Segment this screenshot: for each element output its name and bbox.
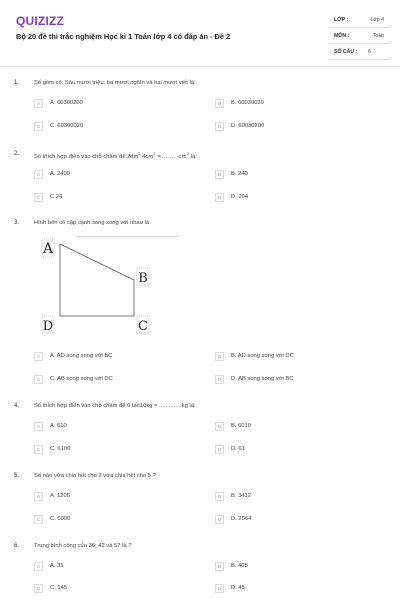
question-number: 6. — [14, 543, 20, 549]
option-text: B. 60030020 — [231, 100, 264, 106]
vertex-label-b: B — [138, 271, 148, 286]
option-letter-box: C — [34, 375, 43, 384]
option-letter-box: A — [34, 170, 43, 179]
meta-grade-value: Lớp 4 — [370, 17, 384, 23]
question-number: 3. — [14, 220, 20, 226]
meta-subject-label: MÔN : — [334, 33, 350, 39]
meta-count-value: 6 — [368, 49, 371, 55]
option-text: D. 204 — [231, 194, 249, 200]
meta-subject-value: Toán — [372, 33, 384, 39]
question-text: Số gồm có: Sáu mươi triệu, ba mươi nghìn và hai mươi viết là: — [34, 80, 196, 86]
option-text: D. 45 — [231, 585, 245, 591]
option-text: C. 60300020 — [50, 123, 84, 129]
option-text: B. 3412 — [231, 493, 251, 499]
option-text: A. 2400 — [50, 171, 70, 177]
superscript: 2 — [138, 151, 141, 156]
trapezoid-figure — [38, 236, 188, 336]
option-letter-box: D — [215, 375, 224, 384]
option-text: A. 60300200 — [50, 100, 83, 106]
question-text-part: là: — [189, 153, 197, 160]
option-text: C. AB song song với DC — [50, 376, 113, 382]
option-letter-box: B — [215, 492, 224, 501]
question-number: 1. — [14, 80, 20, 86]
option-text: D. AB song song với BC — [231, 376, 294, 382]
meta-count — [328, 44, 390, 60]
option-letter-box: C — [34, 193, 43, 202]
question-text-part: Số thích hợp điền vào chỗ chấm để 2dm — [34, 153, 139, 160]
question-number: 4. — [14, 403, 20, 409]
quizizz-logo: QUIZIZZ — [16, 14, 65, 28]
option-text: B. AD song song với DC — [231, 353, 294, 359]
option-text: C. 5000 — [50, 516, 71, 522]
question-text: Số thích hợp điền vào chỗ chấm để 6 tấn10kg = ..............kg là: — [34, 403, 196, 409]
header-divider — [0, 66, 400, 67]
option-text: A. AD song song với BC — [50, 353, 113, 359]
option-letter-box: D — [215, 584, 224, 593]
option-letter-box: B — [215, 99, 224, 108]
option-letter-box: D — [215, 193, 224, 202]
option-text: D. 60030200 — [231, 123, 265, 129]
option-text: B. 405 — [231, 563, 248, 569]
option-text: B. 6010 — [231, 423, 251, 429]
meta-grade — [328, 12, 390, 28]
option-text: C. 6100 — [50, 446, 71, 452]
option-letter-box: A — [34, 422, 43, 431]
option-text: C.24 — [50, 194, 63, 200]
meta-count-label: SỐ CÂU : — [334, 49, 358, 55]
option-letter-box: C — [34, 584, 43, 593]
vertex-label-d: D — [42, 319, 54, 334]
vertex-label-c: C — [138, 319, 148, 334]
option-text: D. 2864 — [231, 516, 252, 522]
option-text: C. 145 — [50, 585, 68, 591]
meta-grade-label: LỚP : — [334, 17, 349, 23]
trapezoid-shape — [60, 244, 134, 316]
option-letter-box: B — [215, 422, 224, 431]
page-title: Bộ 20 đề thi trắc nghiệm Học kì 1 Toán lớp 4 có đáp án - Đề 2 — [16, 32, 231, 41]
option-letter-box: A — [34, 99, 43, 108]
option-letter-box: B — [215, 352, 224, 361]
question-number: 5. — [14, 473, 20, 479]
question-text: Số nào vừa chia hết cho 2 vừa chia hết cho 5 ? — [34, 473, 156, 479]
meta-subject — [328, 28, 390, 44]
question-text-part: 4cm — [140, 153, 154, 160]
superscript: 2 — [187, 151, 190, 156]
option-letter-box: B — [215, 562, 224, 571]
option-letter-box: D — [215, 515, 224, 524]
option-letter-box: A — [34, 562, 43, 571]
question-number: 2. — [14, 151, 20, 157]
option-letter-box: A — [34, 492, 43, 501]
option-text: A. 35 — [50, 563, 64, 569]
question-text — [34, 151, 197, 160]
option-letter-box: D — [215, 445, 224, 454]
vertex-label-a: A — [42, 241, 54, 257]
option-letter-box: C — [34, 445, 43, 454]
option-letter-box: D — [215, 122, 224, 131]
option-text: A. 610 — [50, 423, 67, 429]
question-text: Hình bên có cặp cạnh song song với nhau là: — [34, 220, 151, 226]
option-text: D. 61 — [231, 446, 245, 452]
question-text-part: =....... cm — [155, 153, 187, 160]
option-letter-box: A — [34, 352, 43, 361]
option-text: A. 1205 — [50, 493, 70, 499]
superscript: 2 — [153, 151, 156, 156]
option-letter-box: C — [34, 515, 43, 524]
question-text: Trung bình cộng của 36; 42 và 57 là ? — [34, 543, 132, 549]
option-text: B. 240 — [231, 171, 248, 177]
option-letter-box: C — [34, 122, 43, 131]
option-letter-box: B — [215, 170, 224, 179]
